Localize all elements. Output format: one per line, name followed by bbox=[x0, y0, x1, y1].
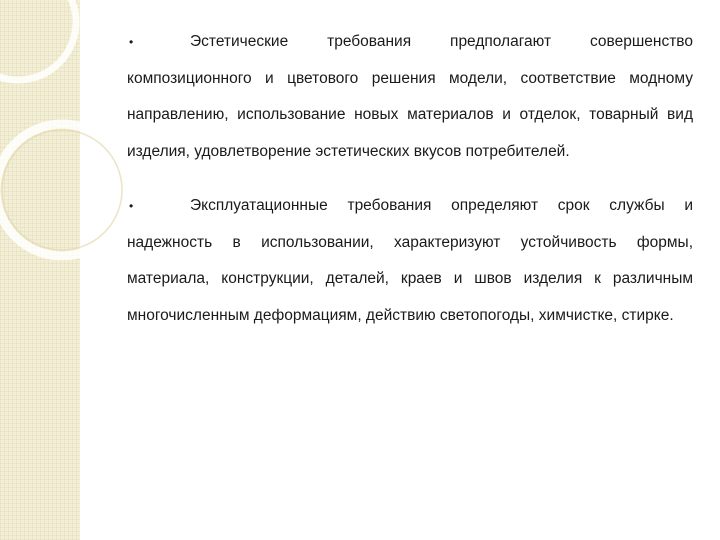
slide-body bbox=[127, 24, 693, 334]
paragraph-operational bbox=[127, 188, 693, 334]
decorative-ring-bottom bbox=[0, 124, 128, 256]
term-aesthetic-requirements: Эстетические требования bbox=[190, 33, 412, 50]
decorative-ring-inner bbox=[2, 130, 122, 250]
paragraph-text: предполагают совершенство композиционного и цветового решения модели, соответствие модному направлению, использование новых материалов и отделок, товарный вид изделия, удовлетворение эстетических вкусов потребителей. bbox=[127, 33, 693, 160]
paragraph-aesthetic bbox=[127, 24, 693, 170]
bullet-marker: • bbox=[129, 35, 134, 49]
decorative-rings bbox=[0, 0, 140, 260]
term-operational-requirements: Эксплуатационные требования bbox=[190, 197, 432, 214]
bullet-marker: • bbox=[129, 199, 134, 213]
decorative-ring-top bbox=[0, 0, 76, 80]
paragraph-text: определяют срок службы и надежность в использовании, характеризуют устойчивость формы, материала, конструкции, деталей, краев и швов изделия к различным многочисленным деформациям, действию светопогоды, химчистке, стирке. bbox=[127, 197, 693, 324]
